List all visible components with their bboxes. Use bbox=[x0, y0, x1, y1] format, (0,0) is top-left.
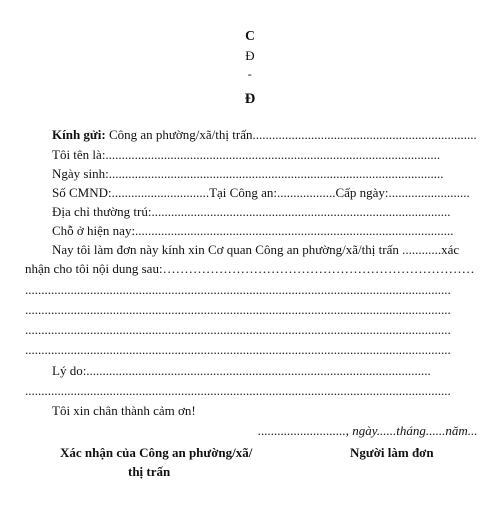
address-line: Địa chỉ thường trú:............................................................................................ bbox=[52, 204, 451, 219]
request-line-2: nhận cho tôi nội dung sau:……………………………………………………………… bbox=[25, 261, 475, 276]
birth-line: Ngày sinh:....................................................................................................... bbox=[52, 166, 444, 181]
recipient-line bbox=[52, 128, 477, 141]
blank-line-4: ................................................................................................................................... bbox=[25, 342, 451, 357]
id-line: Số CMND:..............................Tại Công an:..................Cấp ngày:......................... bbox=[52, 185, 470, 200]
thanks-text: Tôi xin chân thành cảm ơn! bbox=[52, 403, 196, 418]
header-divider: - bbox=[247, 67, 253, 81]
reason-line: Lý do:.......................................................................................................... bbox=[52, 363, 431, 378]
blank-line-1: ................................................................................................................................... bbox=[25, 282, 451, 297]
name-line: Tôi tên là:....................................................................................................... bbox=[52, 147, 441, 162]
police-confirmation-label-2: thị trấn bbox=[128, 464, 171, 479]
motto: Đ bbox=[245, 48, 255, 63]
applicant-label: Người làm đơn bbox=[350, 445, 434, 460]
date-line: ..........................., ngày......tháng......năm... bbox=[258, 423, 478, 438]
reason-continuation: ................................................................................................................................... bbox=[25, 383, 451, 398]
request-line-1: Nay tôi làm đơn này kính xin Cơ quan Công an phường/xã/thị trấn ............xác bbox=[52, 242, 460, 257]
police-confirmation-label-1: Xác nhận của Công an phường/xã/ bbox=[60, 445, 253, 460]
nation-heading: C bbox=[245, 28, 255, 43]
current-residence-line: Chỗ ở hiện nay:.................................................................................................. bbox=[52, 223, 454, 238]
blank-line-3: ................................................................................................................................... bbox=[25, 322, 451, 337]
form-title: Đ bbox=[244, 91, 256, 107]
recipient-label: Kính gửi: bbox=[52, 127, 106, 142]
blank-line-2: ................................................................................................................................... bbox=[25, 302, 451, 317]
recipient-value: Công an phường/xã/thị trấn..................................................................... bbox=[105, 127, 477, 142]
